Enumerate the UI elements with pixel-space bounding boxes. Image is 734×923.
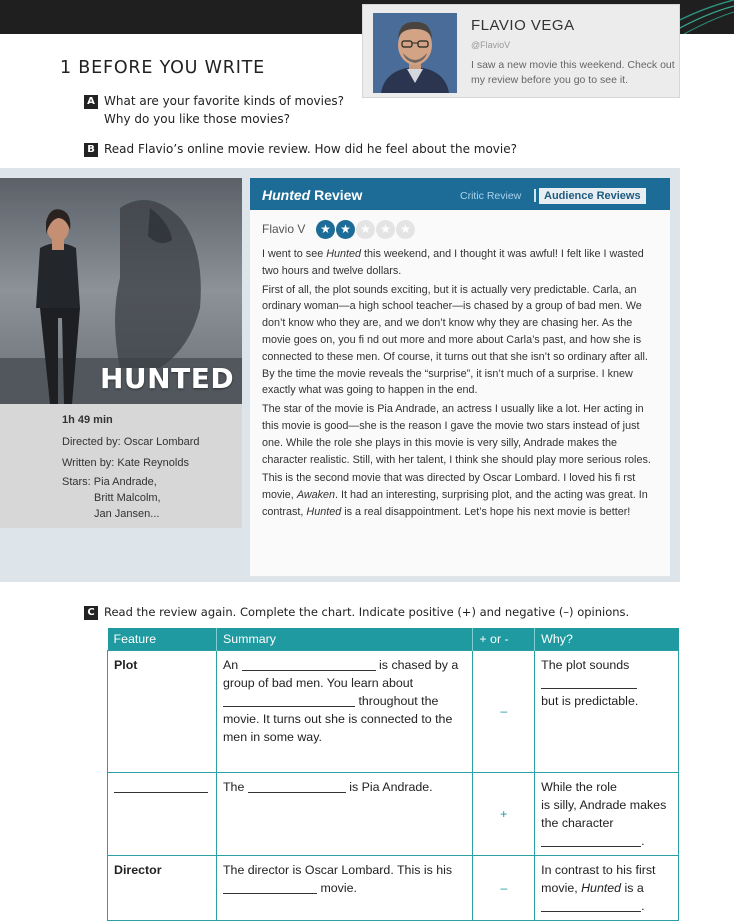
header-why: Why? <box>535 628 679 650</box>
profile-handle: @FlavioV <box>471 40 511 50</box>
movie-stars-2: Britt Malcolm, <box>94 492 161 504</box>
badge-b: B <box>84 143 98 157</box>
review-body <box>262 246 662 522</box>
summary-director: The director is Oscar Lombard. This is his movie. <box>216 855 472 920</box>
blank-input[interactable] <box>223 694 355 707</box>
review-title-movie: Hunted <box>262 187 311 203</box>
sign-star: + <box>473 772 535 855</box>
review-title <box>262 187 362 203</box>
blank-input[interactable] <box>242 658 376 671</box>
table-row <box>108 772 679 855</box>
section-title: 1 BEFORE YOU WRITE <box>60 58 266 78</box>
movie-stars-3: Jan Jansen... <box>94 508 160 520</box>
question-b-text: Read Flavio’s online movie review. How did he feel about the movie? <box>104 142 517 156</box>
blank-input[interactable] <box>541 676 637 689</box>
profile-name: FLAVIO VEGA <box>471 17 575 34</box>
star-rating <box>316 220 416 240</box>
reviewer-name: Flavio V <box>262 222 306 236</box>
blank-input[interactable] <box>248 780 346 793</box>
review-paragraph-4: This is the second movie that was directed by Oscar Lombard. I loved his fi rst movie, Awaken. It had an interesting, surprising plot, and the acting was great. In contrast, Hunted is a real disappointment. Let’s hope his next movie is better! <box>262 472 648 518</box>
why-plot: The plot sounds but is predictable. <box>535 650 679 772</box>
feature-blank <box>108 772 217 855</box>
task-c <box>84 605 629 620</box>
movie-director: Directed by: Oscar Lombard <box>62 436 200 448</box>
feature-plot: Plot <box>108 650 217 772</box>
review-paragraph-3: The star of the movie is Pia Andrade, an actress I usually like a lot. Her acting in this movie is good—she is the reason I gave the movie two stars instead of just one. While the role she plays in this movie is very silly, Andrade makes the character realistic. Still, with her talent, I think she should play more serious roles. <box>262 403 651 466</box>
summary-plot: An is chased by a group of bad men. You learn about throughout the movie. It turns out she is connected to the men in some way. <box>216 650 472 772</box>
blank-input[interactable] <box>223 881 317 894</box>
opinion-chart <box>107 628 679 921</box>
review-panel <box>250 178 670 576</box>
sign-director: – <box>473 855 535 920</box>
table-row <box>108 855 679 920</box>
review-title-suffix: Review <box>310 187 363 203</box>
header-summary: Summary <box>216 628 472 650</box>
avatar <box>373 13 457 93</box>
tab-divider <box>534 189 536 202</box>
movie-stars-1: Stars: Pia Andrade, <box>62 476 157 488</box>
blank-input[interactable] <box>541 834 641 847</box>
star-empty-icon: ★ <box>376 220 395 239</box>
review-paragraph-1: I went to see Hunted this weekend, and I thought it was awful! I felt like I wasted two hours and twelve dollars. <box>262 248 644 277</box>
why-director: In contrast to his first movie, Hunted is a . <box>535 855 679 920</box>
why-star: While the role is silly, Andrade makes the character . <box>535 772 679 855</box>
star-filled-icon: ★ <box>336 220 355 239</box>
chart-header-row <box>108 628 679 650</box>
tab-audience-reviews[interactable]: Audience Reviews <box>539 188 646 204</box>
profile-card <box>362 4 680 98</box>
blank-input[interactable] <box>541 899 641 912</box>
review-header <box>250 178 670 210</box>
question-a-line1: What are your favorite kinds of movies? <box>104 94 344 108</box>
profile-message: I saw a new movie this weekend. Check out my review before you go to see it. <box>471 59 675 86</box>
summary-star: The is Pia Andrade. <box>216 772 472 855</box>
movie-runtime: 1h 49 min <box>62 414 113 426</box>
poster-title: HUNTED <box>100 362 235 395</box>
question-a-line2: Why do you like those movies? <box>104 112 290 126</box>
header-feature: Feature <box>108 628 217 650</box>
sign-plot: – <box>473 650 535 772</box>
review-paragraph-2: First of all, the plot sounds exciting, but it is actually very predictable. Carla, an ordinary woman—a high school teacher—is chased by a group of bad men. We don’t know who they are, and we don’t know why they are chasing her. As the movie goes on, you fi nd out more and more about Carla’s past, and how she is connected to these men. Of course, it turns out that she isn’t so ordinary after all. By the time the movie reveals the “surprise”, it isn’t much of a surprise. I knew exactly what was going to happen in the end. <box>262 283 648 397</box>
table-row <box>108 650 679 772</box>
star-filled-icon: ★ <box>316 220 335 239</box>
star-empty-icon: ★ <box>356 220 375 239</box>
badge-a: A <box>84 95 98 109</box>
question-a <box>84 93 344 110</box>
movie-writer: Written by: Kate Reynolds <box>62 457 189 469</box>
blank-input[interactable] <box>114 780 208 793</box>
star-empty-icon: ★ <box>396 220 415 239</box>
question-b <box>84 141 517 158</box>
feature-director: Director <box>108 855 217 920</box>
header-sign: + or - <box>473 628 535 650</box>
tab-critic-review[interactable]: Critic Review <box>460 190 522 202</box>
task-c-text: Read the review again. Complete the chart. Indicate positive (+) and negative (–) opinions. <box>104 605 630 619</box>
badge-c: C <box>84 606 98 620</box>
